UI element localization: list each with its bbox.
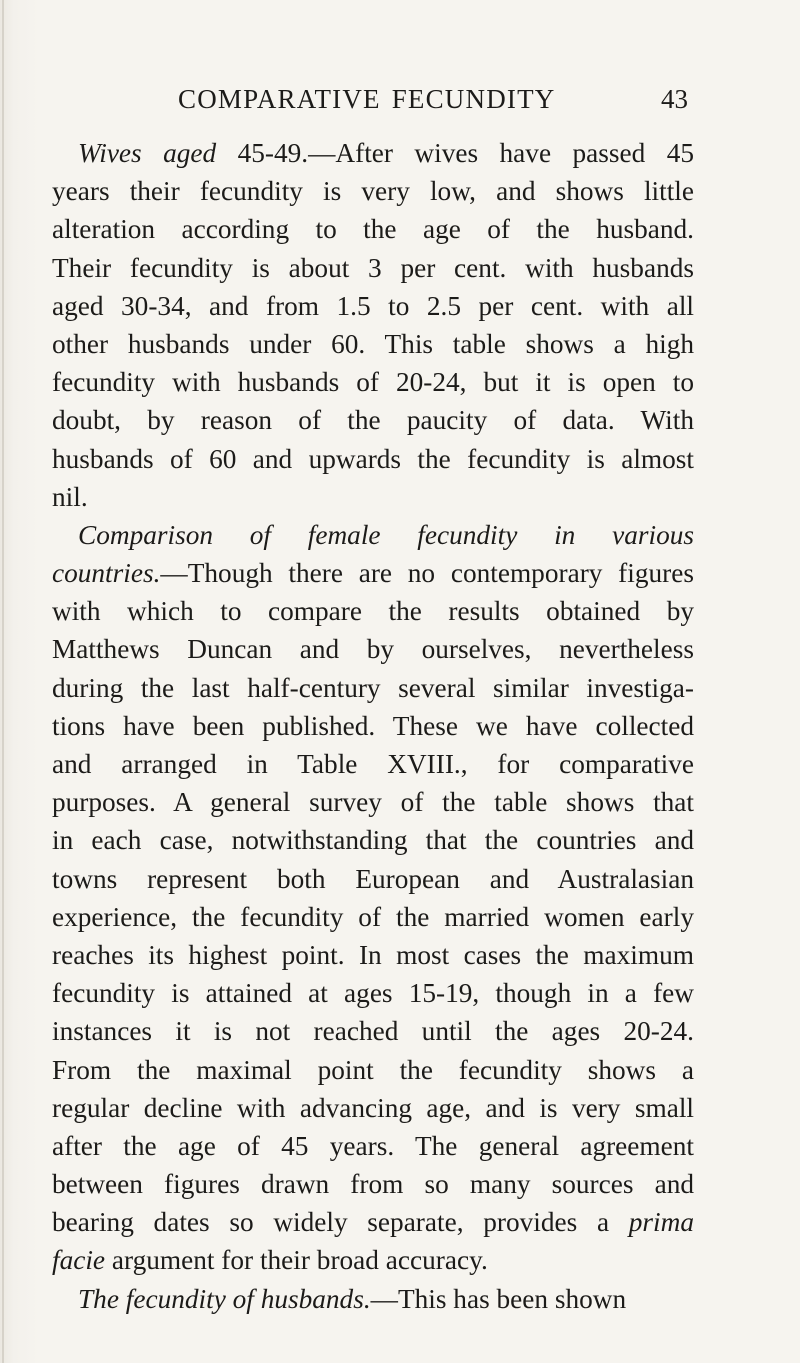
text-line: [52, 554, 694, 592]
body-text: [52, 134, 694, 1318]
text-run: From the maximal point the fecundity shows a: [52, 1054, 694, 1085]
text-line: [52, 440, 694, 478]
text-run: argument for their broad accuracy.: [105, 1245, 488, 1276]
running-head: [178, 84, 688, 124]
text-run: fecundity with husbands of 20-24, but it is open to: [52, 367, 694, 398]
text-run: reaches its highest point. In most cases the maximum: [52, 939, 694, 970]
text-line: [52, 821, 694, 859]
text-run: towns represent both European and Australasian: [52, 863, 694, 894]
text-run: in each case, notwithstanding that the countries and: [52, 825, 694, 856]
text-line: [52, 210, 694, 248]
text-run: nil.: [52, 481, 88, 512]
italic-run: The fecundity of husbands.: [78, 1283, 371, 1314]
text-run: fecundity is attained at ages 15-19, though in a few: [52, 978, 694, 1009]
text-run: doubt, by reason of the paucity of data. With: [52, 405, 694, 436]
text-line: [52, 783, 694, 821]
page-gutter-edge: [2, 0, 4, 1363]
text-run: and arranged in Table XVIII., for comparative: [52, 749, 694, 779]
text-line: [52, 1280, 694, 1318]
text-run: tions have been published. These we have collected: [52, 710, 694, 741]
text-run: after the age of 45 years. The general agreement: [52, 1130, 694, 1161]
text-run: Their fecundity is about 3 per cent. with husbands: [52, 252, 694, 283]
text-run: Matthews Duncan and by ourselves, nevertheless: [52, 634, 694, 665]
text-run: purposes. A general survey of the table shows that: [52, 787, 694, 818]
text-line: [52, 401, 694, 439]
text-line: [52, 478, 694, 516]
text-line: [52, 172, 694, 210]
text-run: between figures drawn from so many sources and: [52, 1169, 694, 1200]
text-run: during the last half-century several similar investiga-: [52, 672, 694, 703]
text-line: [52, 630, 694, 668]
text-line: [52, 1127, 694, 1165]
page-number: 43: [661, 84, 688, 114]
text-line: [52, 1165, 694, 1203]
text-line: [52, 1203, 694, 1241]
text-line: [52, 1089, 694, 1127]
text-run: bearing dates so widely separate, provides a: [52, 1207, 629, 1238]
running-head-title: COMPARATIVE FECUNDITY: [178, 84, 556, 114]
italic-run: countries.: [52, 558, 161, 589]
text-run: with which to compare the results obtained by: [52, 596, 694, 627]
text-line: [52, 592, 694, 630]
text-run: other husbands under 60. This table shows a high: [52, 328, 694, 359]
text-line: [52, 249, 694, 287]
text-run: years their fecundity is very low, and shows little: [52, 176, 694, 207]
text-run: —Though there are no contemporary figures: [160, 558, 694, 589]
text-run: aged 30-34, and from 1.5 to 2.5 per cent. with all: [52, 290, 694, 321]
italic-run: Wives aged: [78, 138, 217, 168]
text-line: [52, 669, 694, 707]
italic-run: Comparison of female fecundity in various: [78, 519, 694, 550]
text-line: [52, 363, 694, 401]
text-line: [52, 860, 694, 898]
text-line: [52, 325, 694, 363]
italic-run: facie: [52, 1245, 106, 1276]
text-line: [52, 745, 694, 783]
text-run: experience, the fecundity of the married women early: [52, 901, 694, 932]
text-line: [52, 287, 694, 325]
text-run: instances it is not reached until the ages 20-24.: [52, 1016, 694, 1047]
text-line: [52, 974, 694, 1012]
text-line: [52, 516, 694, 554]
text-run: husbands of 60 and upwards the fecundity is almost: [52, 443, 694, 474]
text-line: [52, 1012, 694, 1050]
text-run: alteration according to the age of the husband.: [52, 214, 694, 245]
text-line: [52, 134, 694, 172]
text-line: [52, 1241, 694, 1279]
text-line: [52, 936, 694, 974]
text-line: [52, 898, 694, 936]
text-line: [52, 1051, 694, 1089]
text-run: —This has been shown: [370, 1283, 627, 1314]
text-run: 45-49.—After wives have passed 45: [216, 138, 694, 168]
text-line: [52, 707, 694, 745]
italic-run: prima: [628, 1207, 694, 1238]
text-run: regular decline with advancing age, and is very small: [52, 1092, 694, 1123]
